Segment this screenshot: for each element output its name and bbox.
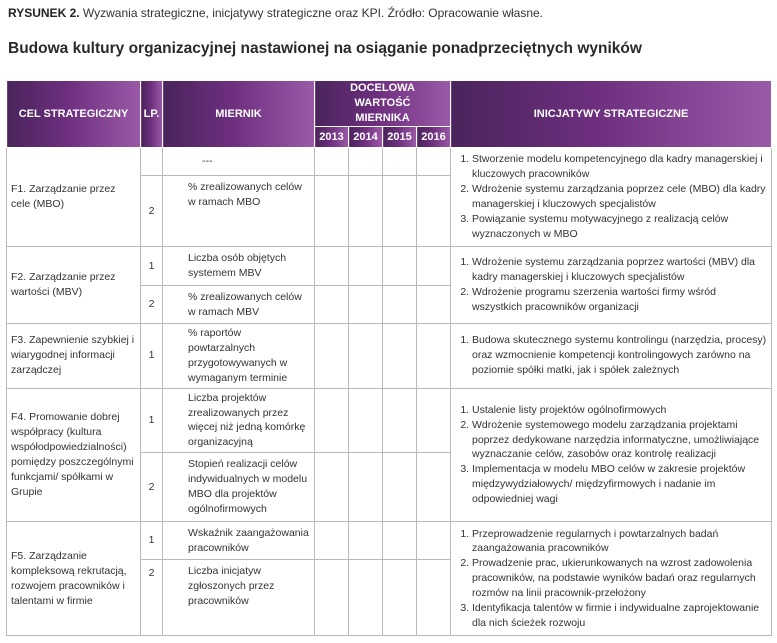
lp-cell: 2	[141, 286, 163, 324]
header-initiatives: INICJATYWY STRATEGICZNE	[451, 81, 772, 148]
initiatives-cell	[451, 324, 772, 389]
target-cell	[315, 148, 349, 176]
measure-cell: Liczba osób objętych systemem MBV	[163, 247, 315, 286]
measure-cell: % zrealizowanych celów w ramach MBV	[163, 286, 315, 324]
target-cell	[349, 148, 383, 176]
target-cell	[349, 453, 383, 522]
target-cell	[383, 388, 417, 453]
header-year: 2014	[349, 127, 383, 148]
initiatives-cell	[451, 247, 772, 324]
target-cell	[417, 560, 451, 636]
list-item: 1. Ustalenie listy projektów ogólnofirmowych	[472, 403, 767, 418]
list-item: 3. Identyfikacja talentów w firmie i indywidualne zaprojektowanie dla nich ścieżek rozwoju	[472, 601, 767, 631]
lp-cell: 1	[141, 522, 163, 560]
target-cell	[349, 247, 383, 286]
target-cell	[349, 176, 383, 247]
initiatives-list	[457, 527, 767, 631]
target-cell	[383, 522, 417, 560]
target-cell	[349, 560, 383, 636]
table-row	[7, 324, 772, 389]
measure-cell: Stopień realizacji celów indywidualnych w modelu MBO dla projektów ogólnofirmowych	[163, 453, 315, 522]
target-cell	[315, 286, 349, 324]
header-target-label: DOCELOWA WARTOŚĆ MIERNIKA	[350, 82, 415, 124]
table-row	[7, 522, 772, 560]
goal-cell: F1. Zarządzanie przez cele (MBO)	[7, 148, 141, 247]
table-subtitle: Budowa kultury organizacyjnej nastawionej na osiąganie ponadprzeciętnych wyników	[8, 40, 642, 57]
initiatives-list	[457, 152, 767, 241]
list-item: 3. Implementacja w modelu MBO celów w zakresie projektów międzywydziałowych/ międzyfirmowych i nadanie im odpowiedniej wagi	[472, 462, 767, 507]
measure-cell: Liczba inicjatyw zgłoszonych przez pracowników	[163, 560, 315, 636]
target-cell	[315, 388, 349, 453]
target-cell	[315, 176, 349, 247]
target-cell	[383, 453, 417, 522]
header-year: 2015	[383, 127, 417, 148]
measure-cell	[163, 148, 315, 176]
strategy-table	[6, 80, 772, 636]
lp-cell: 1	[141, 324, 163, 389]
target-cell	[417, 286, 451, 324]
table-row	[7, 388, 772, 453]
table-row	[7, 148, 772, 176]
list-item: 1. Stworzenie modelu kompetencyjnego dla kadry managerskiej i kluczowych pracowników	[472, 152, 767, 182]
initiatives-list	[457, 403, 767, 507]
target-cell	[417, 247, 451, 286]
lp-cell	[141, 148, 163, 176]
target-cell	[383, 286, 417, 324]
header-year: 2016	[417, 127, 451, 148]
lp-cell: 1	[141, 388, 163, 453]
measure-cell: % zrealizowanych celów w ramach MBO	[163, 176, 315, 247]
target-cell	[315, 560, 349, 636]
header-goal: CEL STRATEGICZNY	[7, 81, 141, 148]
lp-cell: 2	[141, 560, 163, 636]
list-item: 1. Przeprowadzenie regularnych i powtarzalnych badań zaangażowania pracowników	[472, 527, 767, 557]
target-cell	[383, 560, 417, 636]
measure-text: ---	[202, 155, 213, 168]
list-item: 1. Wdrożenie systemu zarządzania poprzez wartości (MBV) dla kadry managerskiej i kluczowych specjalistów	[472, 255, 767, 285]
table-row	[7, 247, 772, 286]
lp-cell: 2	[141, 453, 163, 522]
initiatives-cell	[451, 148, 772, 247]
target-cell	[315, 453, 349, 522]
target-cell	[315, 522, 349, 560]
lp-cell: 1	[141, 247, 163, 286]
target-cell	[315, 247, 349, 286]
measure-cell: Wskaźnik zaangażowania pracowników	[163, 522, 315, 560]
target-cell	[349, 286, 383, 324]
target-cell	[417, 148, 451, 176]
target-cell	[349, 522, 383, 560]
header-lp: LP.	[141, 81, 163, 148]
initiatives-cell	[451, 522, 772, 636]
figure-caption-text: Wyzwania strategiczne, inicjatywy strategiczne oraz KPI. Źródło: Opracowanie własne.	[82, 6, 544, 20]
figure-caption-label: RYSUNEK 2.	[8, 6, 80, 20]
goal-cell: F3. Zapewnienie szybkiej i wiarygodnej informacji zarządczej	[7, 324, 141, 389]
list-item: 2. Prowadzenie prac, ukierunkowanych na wzrost zadowolenia pracowników, na podstawie wyników badań oraz regularnych rozmów na linii pracownik-przełożony	[472, 556, 767, 601]
list-item: 2. Wdrożenie systemowego modelu zarządzania projektami poprzez dedykowane narzędzia informatyczne, umożliwiające wyznaczanie celów, zasobów oraz kontrolę realizacji	[472, 418, 767, 463]
header-year: 2013	[315, 127, 349, 148]
measure-cell: Liczba projektów zrealizowanych przez więcej niż jedną komórkę organizacyjną	[163, 388, 315, 453]
list-item: 3. Powiązanie systemu motywacyjnego z realizacją celów wyznaczonych w MBO	[472, 212, 767, 242]
target-cell	[383, 247, 417, 286]
goal-cell: F4. Promowanie dobrej współpracy (kultura współodpowiedzialności) pomiędzy poszczególnymi funkcjami/ spółkami w Grupie	[7, 388, 141, 522]
measure-cell: % raportów powtarzalnych przygotowywanych w wymaganym terminie	[163, 324, 315, 389]
initiatives-list	[457, 333, 767, 378]
header-measure: MIERNIK	[163, 81, 315, 148]
target-cell	[349, 388, 383, 453]
target-cell	[383, 176, 417, 247]
target-cell	[417, 522, 451, 560]
list-item: 1. Budowa skutecznego systemu kontrolingu (narzędzia, procesy) oraz wzmocnienie kompetencji kontrolingowych zarówno na poziomie spółki matki, jak i spółek zależnych	[472, 333, 767, 378]
target-cell	[417, 453, 451, 522]
figure-caption	[8, 6, 543, 20]
initiatives-list	[457, 255, 767, 315]
target-cell	[417, 176, 451, 247]
target-cell	[349, 324, 383, 389]
list-item: 2. Wdrożenie programu szerzenia wartości firmy wśród wszystkich pracowników organizacji	[472, 285, 767, 315]
goal-cell: F5. Zarządzanie kompleksową rekrutacją, rozwojem pracowników i talentami w firmie	[7, 522, 141, 636]
target-cell	[417, 388, 451, 453]
target-cell	[315, 324, 349, 389]
target-cell	[383, 324, 417, 389]
header-target	[315, 81, 451, 127]
list-item: 2. Wdrożenie systemu zarządzania poprzez cele (MBO) dla kadry managerskiej i kluczowych specjalistów	[472, 182, 767, 212]
initiatives-cell	[451, 388, 772, 522]
target-cell	[417, 324, 451, 389]
lp-cell: 2	[141, 176, 163, 247]
goal-cell: F2. Zarządzanie przez wartości (MBV)	[7, 247, 141, 324]
target-cell	[383, 148, 417, 176]
